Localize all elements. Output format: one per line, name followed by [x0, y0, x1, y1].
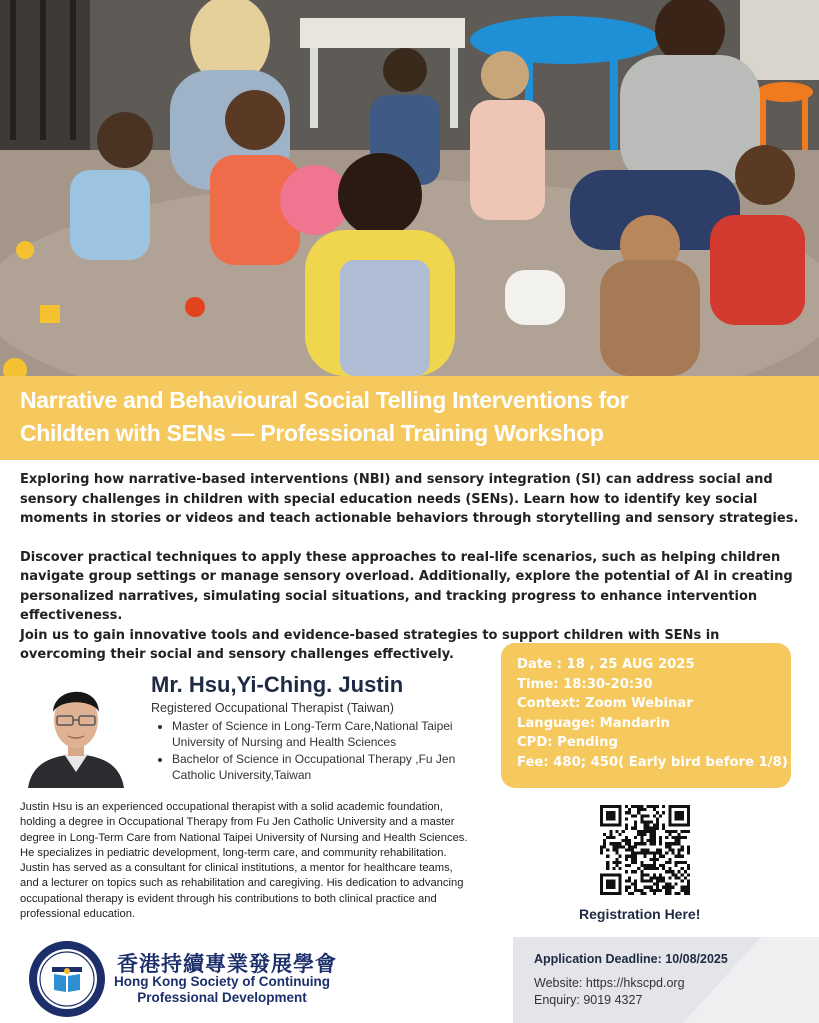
- degree-item: • Bachelor of Science in Occupational Therapy ,Fu Jen Catholic University,Taiwan: [172, 751, 472, 783]
- intro-section: [20, 470, 805, 665]
- organization-seal-logo: [28, 940, 106, 1018]
- degree-item: • Master of Science in Long-Term Care,National Taipei University of Nursing and Health Sciences: [172, 718, 472, 750]
- qr-code-icon: [600, 805, 690, 895]
- intro-paragraph-3: Join us to gain innovative tools and evidence-based strategies to support children with SENs in overcoming their social and sensory challenges effectively.: [20, 627, 720, 662]
- intro-paragraph-2: Discover practical techniques to apply these approaches to real-life scenarios, such as helping children navigate group settings or manage sensory overload. Additionally, explore the potential of AI in creating personalized narratives, simulating social situations, and tracking progress to enhance intervention effectiveness.: [20, 549, 793, 623]
- event-date: Date : 18 , 25 AUG 2025: [517, 657, 695, 672]
- hero-photo: [0, 0, 819, 376]
- speaker-degrees-list: [156, 718, 472, 784]
- event-cpd: CPD: Pending: [517, 735, 618, 750]
- workshop-title: Narrative and Behavioural Social Telling Interventions for Childten with SENs — Professional Training Workshop: [20, 387, 629, 446]
- application-deadline: Application Deadline: 10/08/2025: [534, 952, 728, 966]
- registration-link[interactable]: Registration Here!: [579, 906, 701, 922]
- enquiry-phone: Enquiry: 9019 4327: [534, 993, 643, 1007]
- speaker-name: Mr. Hsu,Yi-Ching. Justin: [151, 672, 404, 697]
- event-context: Context: Zoom Webinar: [517, 696, 693, 711]
- organization-name-english: Hong Kong Society of Continuing Professional Development: [114, 974, 330, 1005]
- event-fee: Fee: 480; 450( Early bird before 1/8): [517, 754, 788, 770]
- speaker-portrait: [26, 668, 126, 788]
- intro-paragraph-1: Exploring how narrative-based interventions (NBI) and sensory integration (SI) can address social and sensory challenges in children with special education needs (SENs). Learn how to identify key social moments in stories or videos and teach actionable behaviors through storytelling and sensory strategies.: [20, 472, 799, 526]
- title-banner: [0, 376, 819, 460]
- speaker-bio: Justin Hsu is an experienced occupational therapist with a solid academic foundation, holding a degree in Occupational Therapy from Fu Jen Catholic University and a master degree in Long-Term Care from National Taipei University of Nursing and Health Sciences. He specializes in pediatric development, long-term care, and community rehabilitation. Justin has served as a consultant for clinical institutions, a mentor for healthcare teams, and a lecturer on topics such as rehabilitation and caregiving. His dedication to advancing occupational therapy is evident through his contributions to both clinical practice and professional education.: [20, 801, 468, 921]
- website-link[interactable]: Website: https://hkscpd.org: [534, 976, 685, 990]
- event-language: Language: Mandarin: [517, 715, 670, 731]
- hero-photo-illustration: [0, 0, 819, 376]
- event-time: Time: 18:30-20:30: [517, 676, 653, 692]
- registration-qr-code[interactable]: [600, 805, 690, 895]
- speaker-role: Registered Occupational Therapist (Taiwan): [151, 701, 394, 715]
- event-details-box: [501, 643, 791, 788]
- organization-name-chinese: 香港持續專業發展學會: [117, 952, 337, 976]
